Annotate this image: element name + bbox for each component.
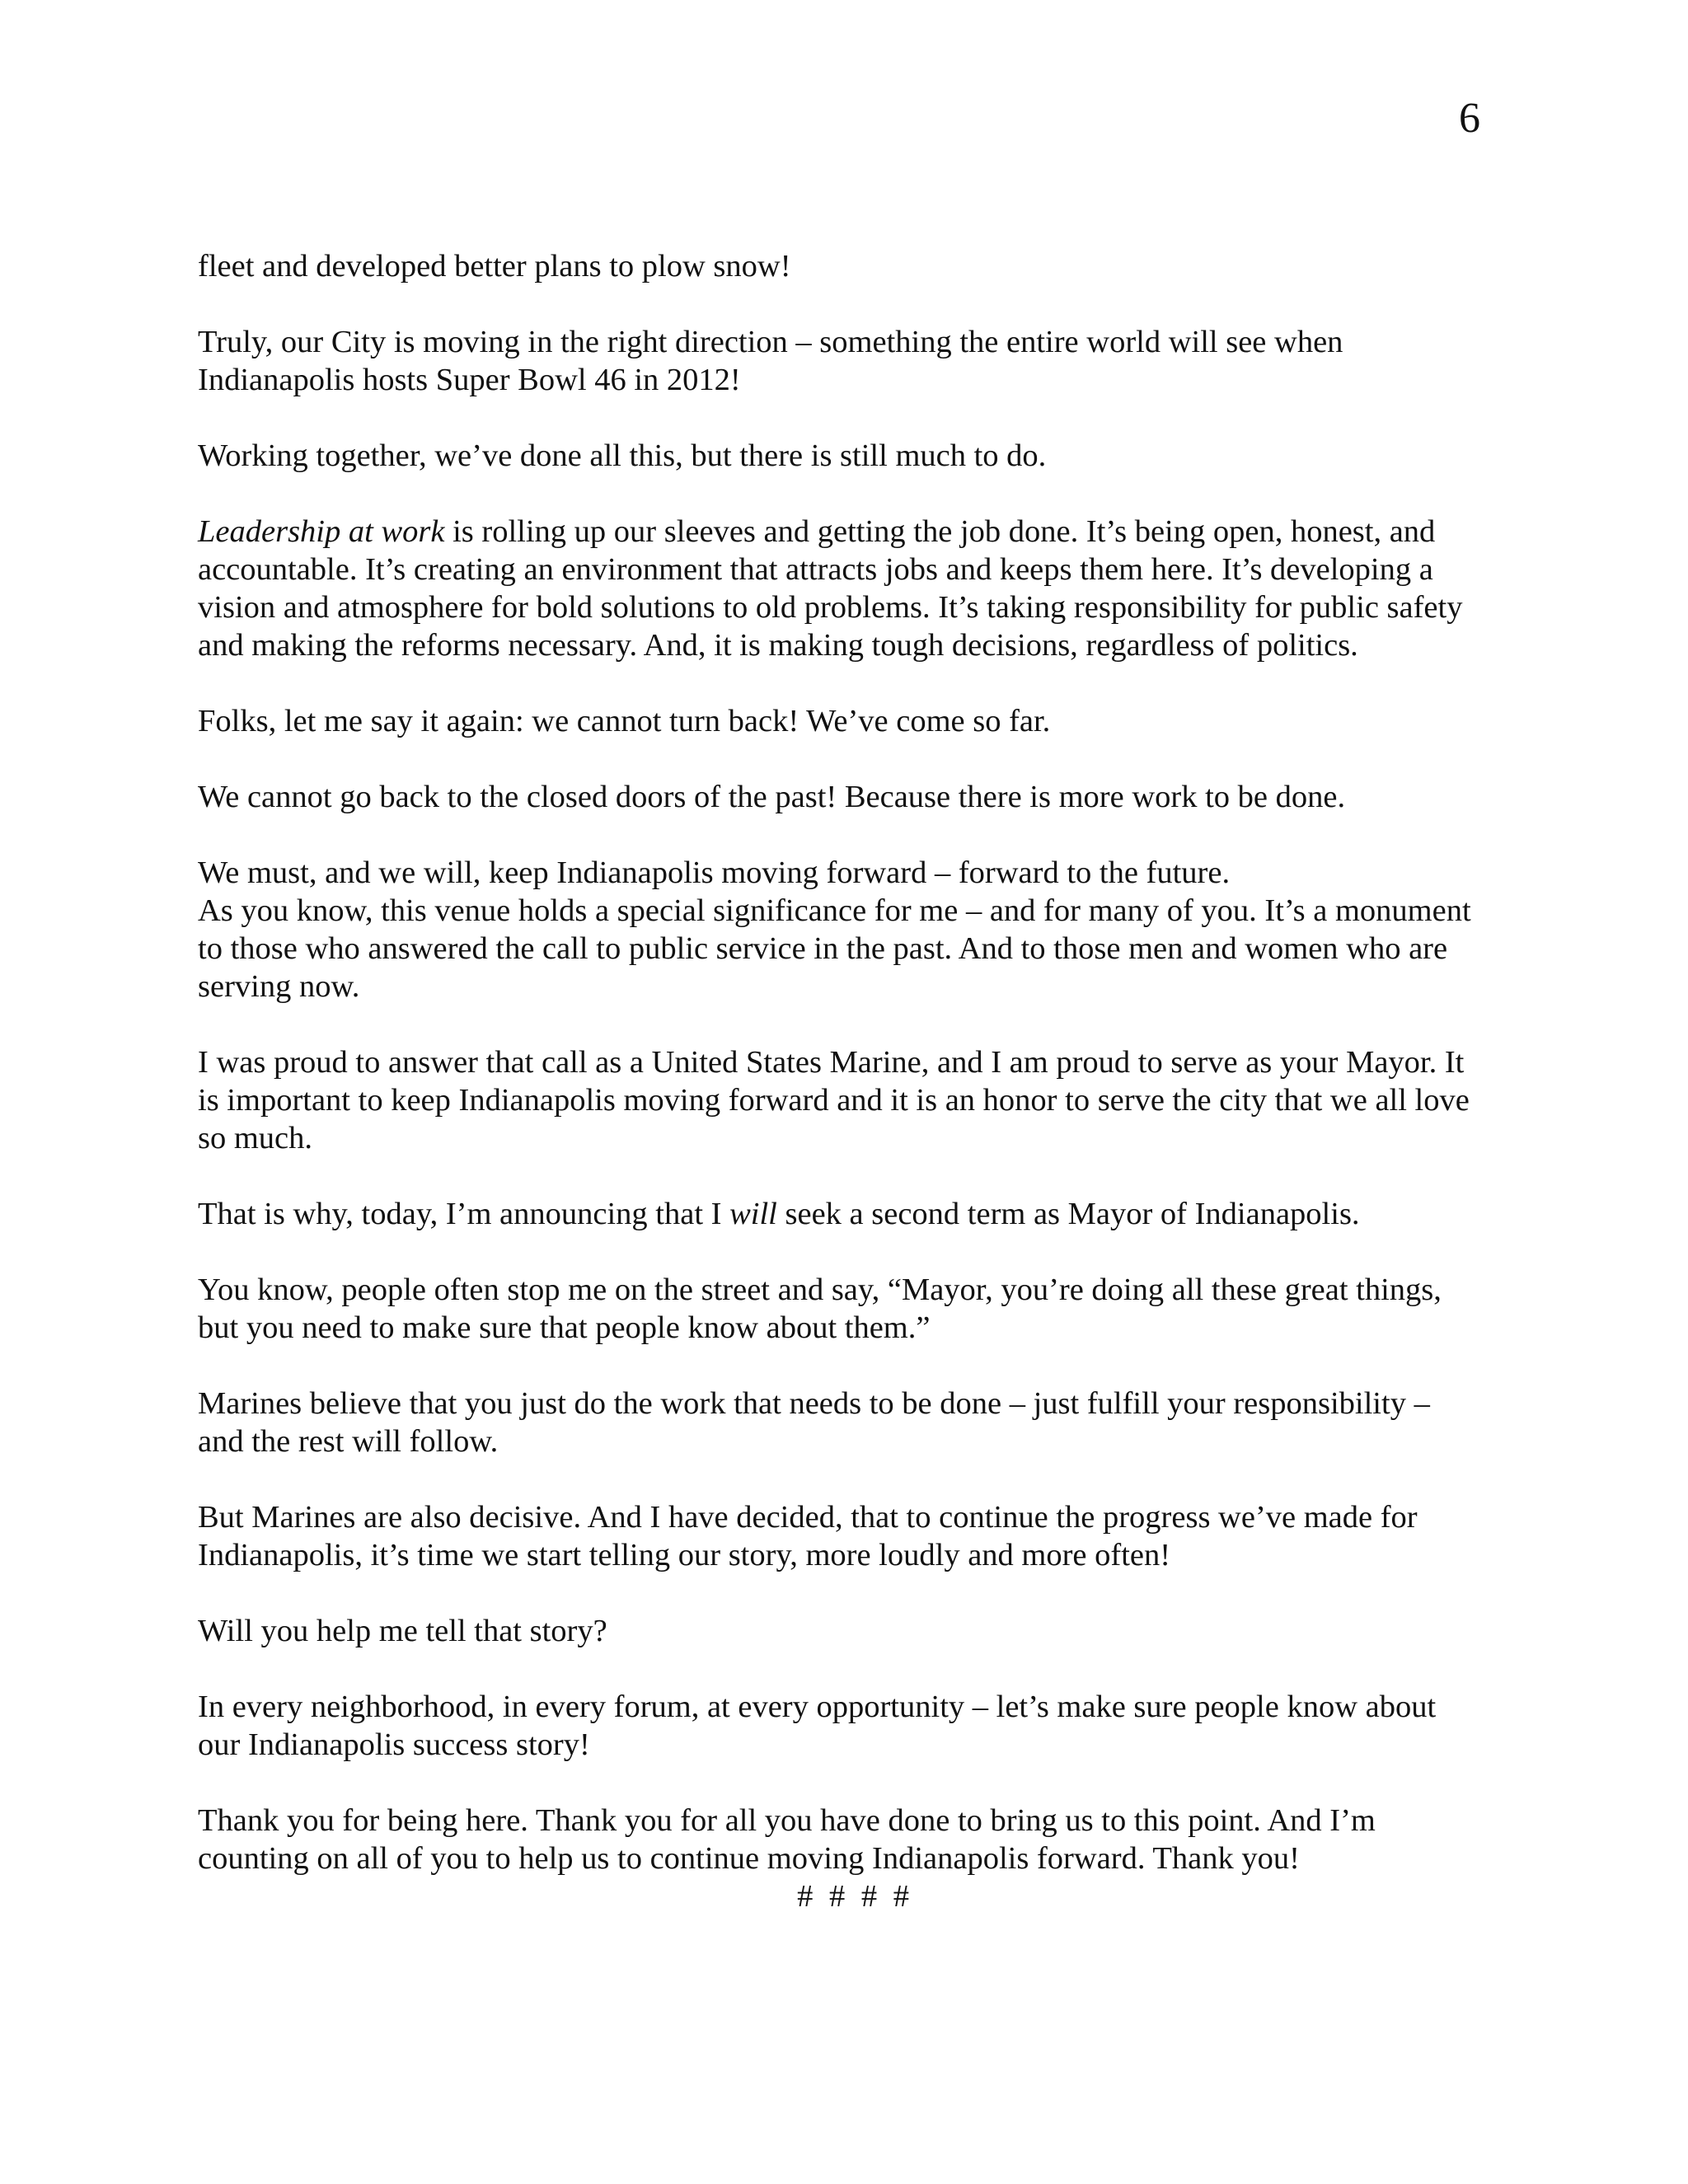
paragraph-closed-doors: We cannot go back to the closed doors of the past! Because there is more work to be done. <box>198 780 1346 814</box>
leadership-text: is rolling up our sleeves and getting the job done. It’s being open, honest, and accountable. It’s creating an environment that attracts jobs and keeps them here. It’s developing a vision and atmosphere for bold solutions to old problems. It’s taking responsibility for public safety and making the reforms necessary. And, it is making tough decisions, regardless of politics. <box>198 514 1463 663</box>
paragraph-working-together: Working together, we’ve done all this, but there is still much to do. <box>198 438 1047 473</box>
paragraph-super-bowl: Truly, our City is moving in the right direction – something the entire world will see when Indianapolis hosts Super Bowl 46 in 2012! <box>198 325 1343 397</box>
paragraph-announcement <box>198 1195 1484 1233</box>
paragraph-marines-believe: Marines believe that you just do the work that needs to be done – just fulfill your responsibility – and the rest will follow. <box>198 1386 1430 1459</box>
paragraph-people-say: You know, people often stop me on the street and say, “Mayor, you’re doing all these great things, but you need to make sure that people know about them.” <box>198 1272 1442 1345</box>
paragraph-cannot-turn-back: Folks, let me say it again: we cannot turn back! We’ve come so far. <box>198 704 1051 738</box>
paragraph-every-neighborhood: In every neighborhood, in every forum, at every opportunity – let’s make sure people know about our Indianapolis success story! <box>198 1690 1437 1762</box>
leadership-italic-phrase: Leadership at work <box>198 514 445 549</box>
announcement-text-before: That is why, today, I’m announcing that I <box>198 1197 730 1231</box>
paragraph-snow-fleet: fleet and developed better plans to plow snow! <box>198 249 791 284</box>
document-body <box>198 247 1484 1953</box>
paragraph-help-tell-story: Will you help me tell that story? <box>198 1614 607 1648</box>
paragraph-leadership <box>198 513 1484 664</box>
paragraph-moving-forward: We must, and we will, keep Indianapolis moving forward – forward to the future. <box>198 855 1231 890</box>
announcement-italic-will: will <box>729 1197 777 1231</box>
paragraph-decisive: But Marines are also decisive. And I have decided, that to continue the progress we’ve made for Indianapolis, it’s time we start telling our story, more loudly and more often! <box>198 1500 1418 1572</box>
paragraph-marine: I was proud to answer that call as a United States Marine, and I am proud to serve as your Mayor. It is important to keep Indianapolis moving forward and it is an honor to serve the city that we all love so much. <box>198 1045 1470 1155</box>
paragraph-thank-you: Thank you for being here. Thank you for all you have done to bring us to this point. And I’m counting on all of you to help us to continue moving Indianapolis forward. Thank you! <box>198 1803 1376 1876</box>
announcement-text-after: seek a second term as Mayor of Indianapolis. <box>776 1197 1360 1231</box>
paragraph-venue: As you know, this venue holds a special significance for me – and for many of you. It’s a monument to those who answered the call to public service in the past. And to those men and women who are serving now. <box>198 893 1471 1004</box>
page-number: 6 <box>1459 95 1480 142</box>
end-mark: # # # # <box>797 1879 909 1914</box>
